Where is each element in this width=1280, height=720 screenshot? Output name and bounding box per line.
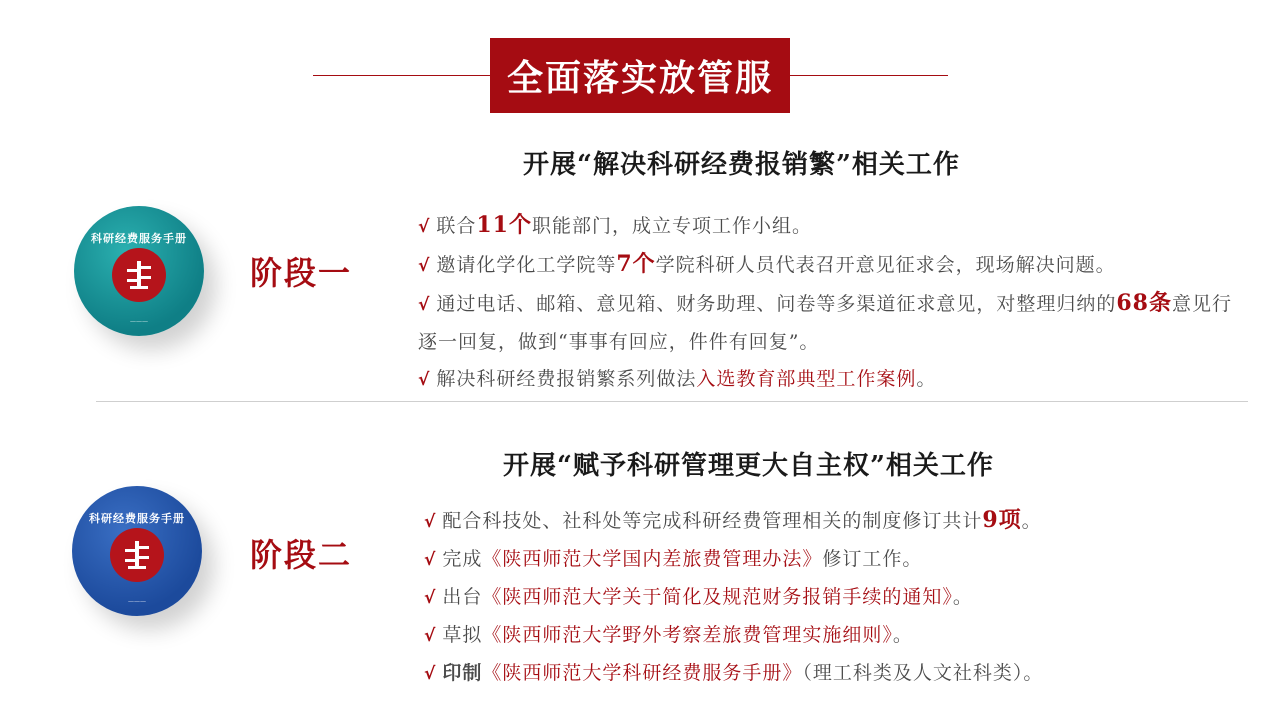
list-item: √ 配合科技处、社科处等完成科研经费管理相关的制度修订共计9项。 — [424, 507, 1042, 533]
list-item: √ 出台《陕西师范大学关于简化及规范财务报销手续的通知》。 — [424, 586, 973, 608]
list-item: √ 通过电话、邮箱、意见箱、财务助理、问卷等多渠道征求意见，对整理归纳的68条意见行逐一回复，做到“事事有回应，件件有回复”。 — [418, 290, 1232, 353]
emblem-icon — [112, 248, 166, 302]
title-rule-right — [788, 75, 948, 76]
check-icon: √ — [424, 588, 437, 608]
check-icon: √ — [424, 626, 437, 646]
check-icon: √ — [418, 256, 431, 276]
check-icon: √ — [418, 217, 431, 237]
stage1-handbook-image — [74, 206, 204, 336]
emblem-icon — [110, 528, 164, 582]
check-icon: √ — [418, 295, 431, 315]
stage2-handbook-image — [72, 486, 202, 616]
stage1-list — [418, 207, 1258, 399]
check-icon: √ — [424, 664, 437, 684]
list-item: √ 草拟《陕西师范大学野外考察差旅费管理实施细则》。 — [424, 624, 913, 646]
check-icon: √ — [424, 512, 437, 532]
page-title: 全面落实放管服 — [490, 38, 790, 113]
list-item: √ 邀请化学化工学院等7个学院科研人员代表召开意见征求会，现场解决问题。 — [418, 251, 1116, 277]
stage2-heading: 开展“赋予科研管理更大自主权”相关工作 — [503, 451, 994, 481]
list-item: √ 解决科研经费报销繁系列做法入选教育部典型工作案例。 — [418, 368, 937, 390]
list-item: √ 联合11个职能部门，成立专项工作小组。 — [418, 212, 812, 238]
stage2-cover-title: 科研经费服务手册 — [89, 512, 185, 525]
stage1-label: 阶段一 — [250, 254, 353, 292]
stage2-list — [424, 502, 1264, 693]
list-item: √ 完成《陕西师范大学国内差旅费管理办法》修订工作。 — [424, 548, 923, 570]
stage1-heading: 开展“解决科研经费报销繁”相关工作 — [523, 150, 960, 180]
list-item: √ 印制《陕西师范大学科研经费服务手册》（理工科类及人文社科类）。 — [424, 662, 1044, 684]
section-divider — [96, 401, 1248, 402]
stage2-label: 阶段二 — [250, 536, 353, 574]
stage1-cover-foot: ——— — [130, 318, 148, 325]
stage1-cover-title: 科研经费服务手册 — [91, 232, 187, 245]
check-icon: √ — [424, 550, 437, 570]
check-icon: √ — [418, 370, 431, 390]
stage2-cover-foot: ——— — [128, 598, 146, 605]
title-rule-left — [313, 75, 493, 76]
